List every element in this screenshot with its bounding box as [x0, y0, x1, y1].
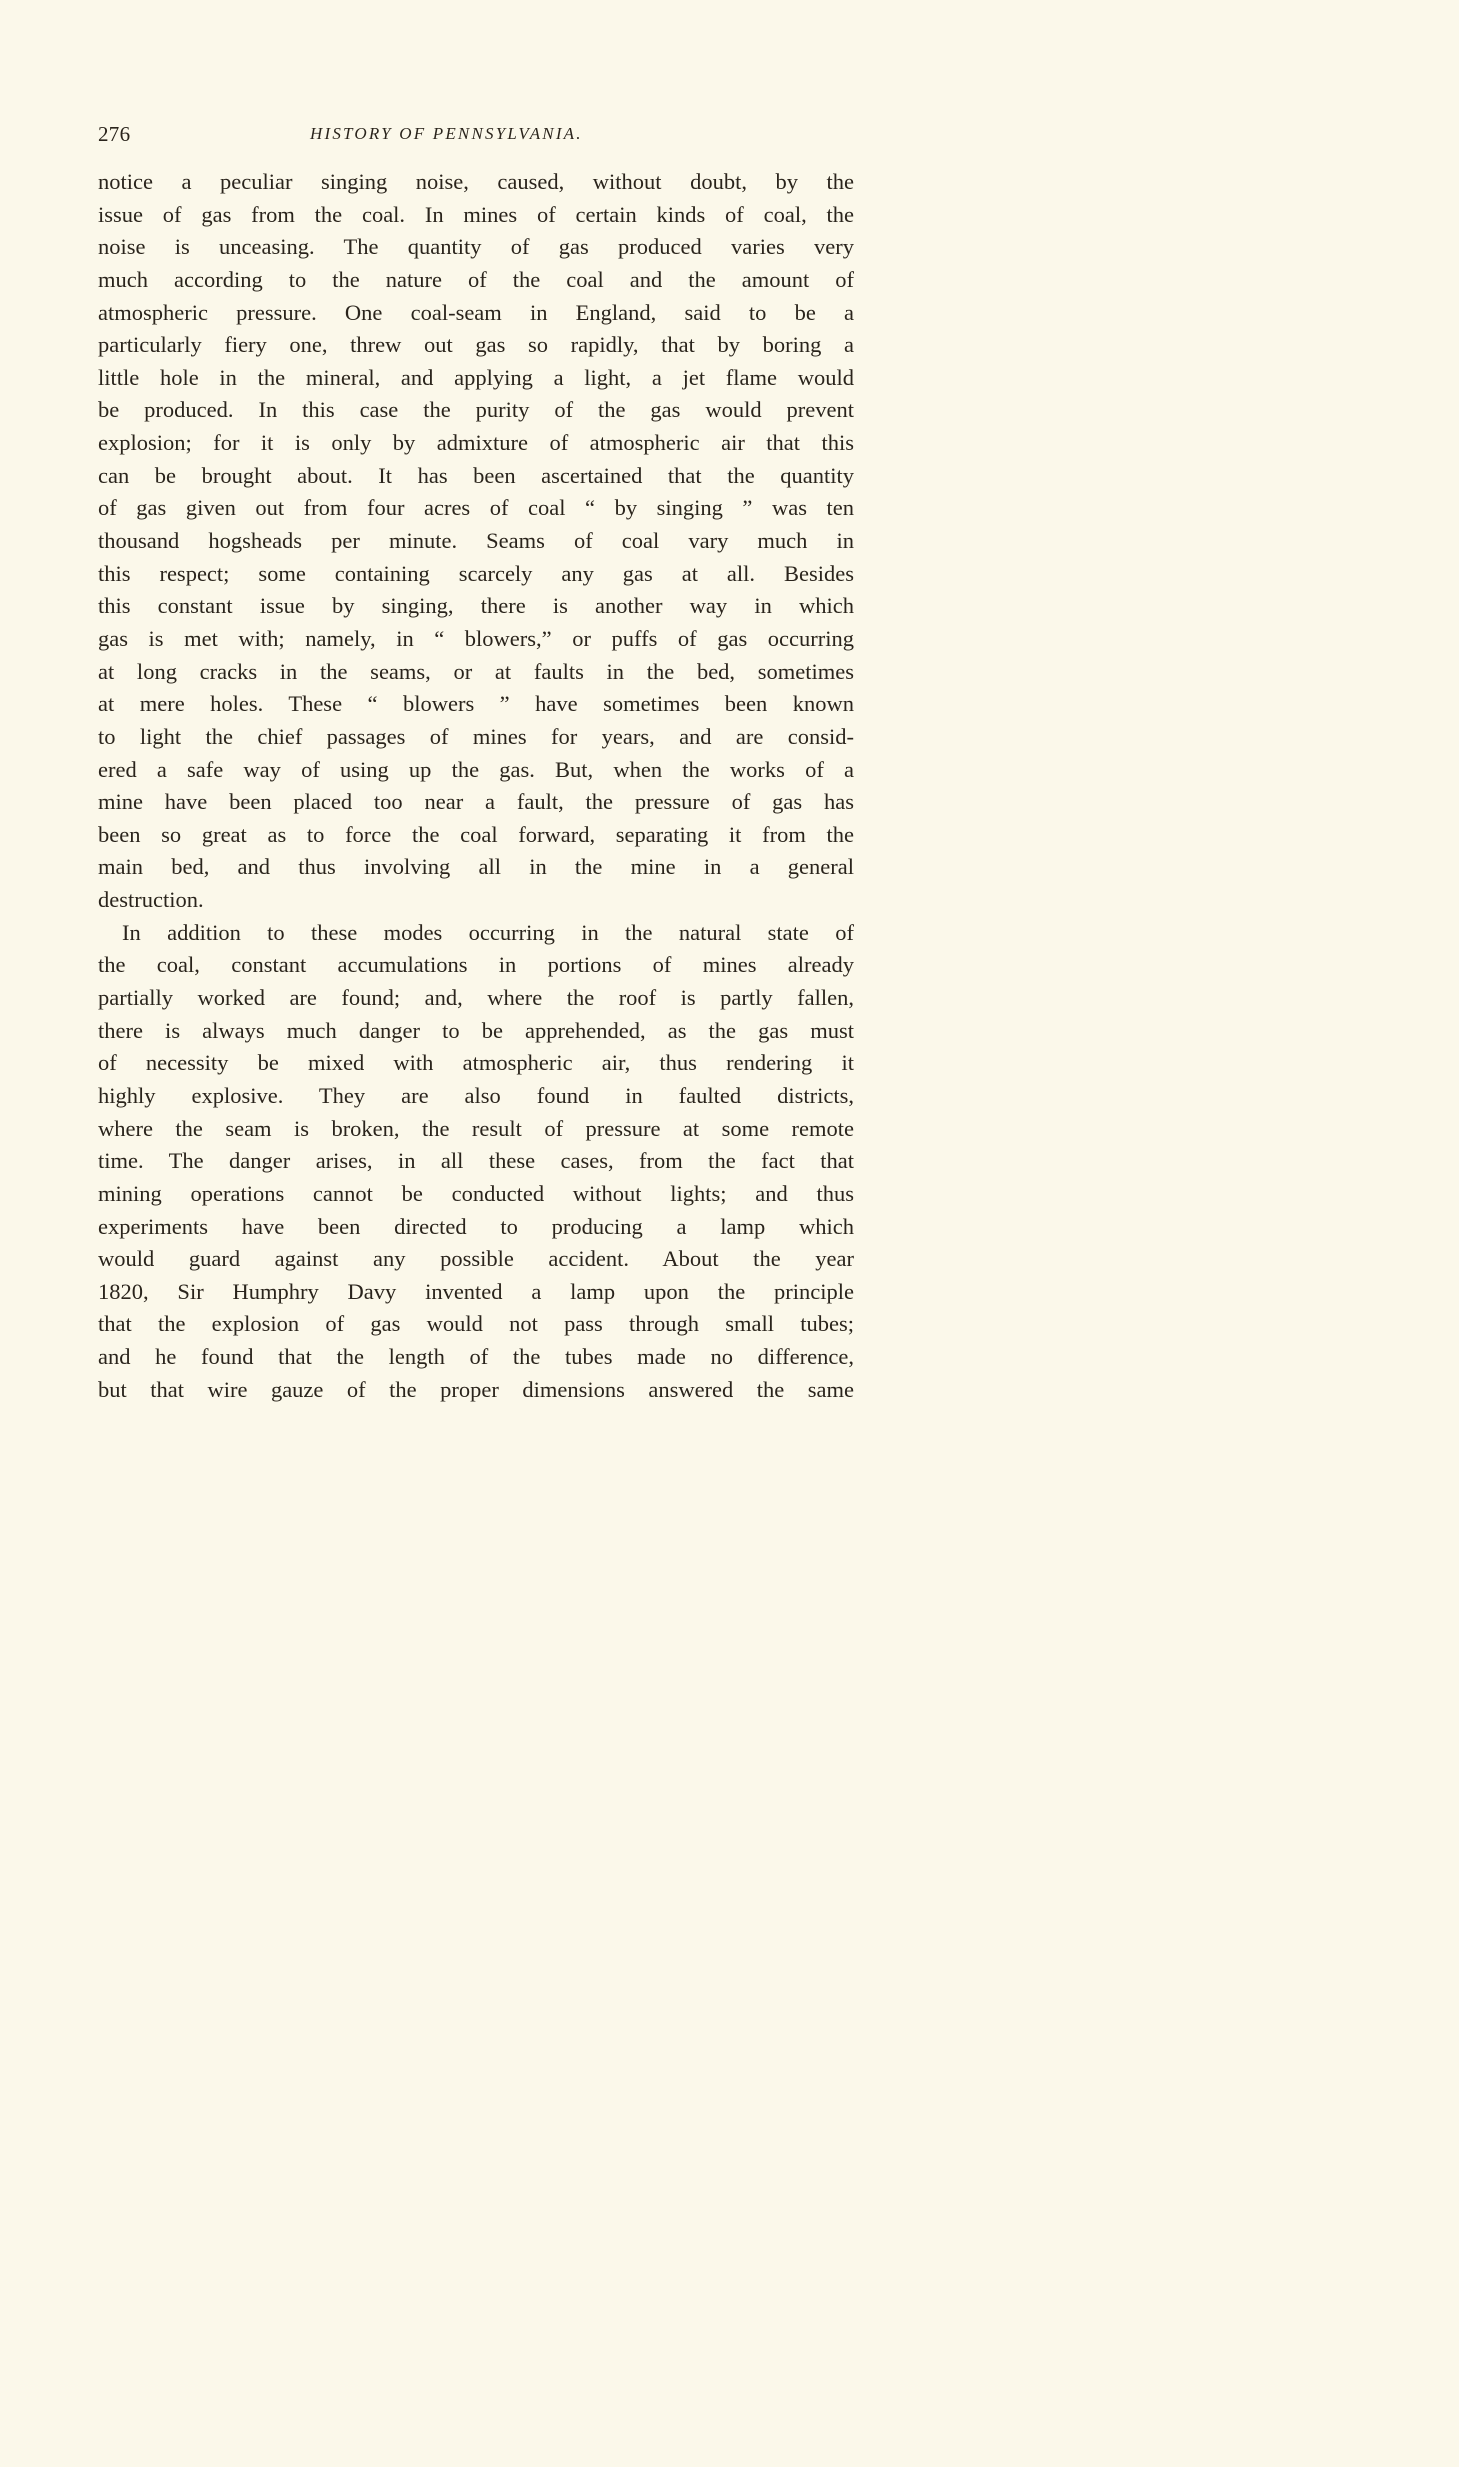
text-line: the coal, constant accumulations in portions of mines already — [98, 952, 854, 978]
text-line: destruction. — [98, 887, 204, 913]
text-line: main bed, and thus involving all in the mine in a general — [98, 854, 854, 880]
text-line: explosion; for it is only by admixture of atmospheric air that this — [98, 430, 854, 456]
text-line: would guard against any possible accident. About the year — [98, 1246, 854, 1272]
page-number: 276 — [98, 122, 131, 146]
running-head: HISTORY OF PENNSYLVANIA. — [310, 124, 583, 143]
text-line: partially worked are found; and, where the roof is partly fallen, — [98, 985, 854, 1011]
text-line: this constant issue by singing, there is another way in which — [98, 593, 854, 619]
text-line: notice a peculiar singing noise, caused, without doubt, by the — [98, 169, 854, 194]
text-line: where the seam is broken, the result of pressure at some remote — [98, 1115, 854, 1141]
text-line: particularly fiery one, threw out gas so rapidly, that by boring a — [98, 332, 854, 358]
text-line: atmospheric pressure. One coal-seam in England, said to be a — [98, 299, 854, 325]
text-line: gas is met with; namely, in “ blowers,” or puffs of gas occurring — [98, 625, 854, 651]
text-line: to light the chief passages of mines for years, and are consid- — [98, 723, 854, 749]
text-line: of necessity be mixed with atmospheric air, thus rendering it — [98, 1050, 854, 1076]
text-line: little hole in the mineral, and applying a light, a jet flame would — [98, 364, 854, 390]
text-line: experiments have been directed to producing a lamp which — [98, 1213, 854, 1239]
text-line: ered a safe way of using up the gas. But, when the works of a — [98, 756, 854, 782]
text-line: time. The danger arises, in all these cases, from the fact that — [98, 1148, 854, 1174]
text-line: at mere holes. These “ blowers ” have sometimes been known — [98, 691, 854, 717]
text-line: there is always much danger to be apprehended, as the gas must — [98, 1017, 854, 1043]
text-line: can be brought about. It has been ascertained that the quantity — [98, 462, 854, 488]
text-line: In addition to these modes occurring in the natural state of — [122, 919, 854, 945]
text-line: 1820, Sir Humphry Davy invented a lamp upon the principle — [98, 1278, 854, 1304]
text-line: but that wire gauze of the proper dimensions answered the same — [98, 1376, 854, 1402]
text-line: much according to the nature of the coal and the amount of — [98, 266, 854, 292]
text-line: noise is unceasing. The quantity of gas produced varies very — [98, 234, 854, 260]
text-line: and he found that the length of the tubes made no difference, — [98, 1344, 854, 1370]
text-line: mine have been placed too near a fault, the pressure of gas has — [98, 789, 854, 815]
text-line: at long cracks in the seams, or at faults in the bed, sometimes — [98, 658, 854, 684]
text-line: issue of gas from the coal. In mines of certain kinds of coal, the — [98, 201, 854, 227]
text-line: been so great as to force the coal forward, separating it from the — [98, 821, 854, 847]
text-line: mining operations cannot be conducted without lights; and thus — [98, 1180, 854, 1206]
body-text — [98, 166, 854, 1406]
text-line: highly explosive. They are also found in faulted districts, — [98, 1082, 854, 1108]
text-line: of gas given out from four acres of coal “ by singing ” was ten — [98, 495, 854, 521]
page-header — [98, 122, 854, 150]
book-page — [0, 0, 927, 1568]
text-line: this respect; some containing scarcely any gas at all. Besides — [98, 560, 854, 586]
text-line: be produced. In this case the purity of the gas would prevent — [98, 397, 854, 423]
text-line: that the explosion of gas would not pass through small tubes; — [98, 1311, 854, 1337]
text-line: thousand hogsheads per minute. Seams of coal vary much in — [98, 528, 854, 554]
